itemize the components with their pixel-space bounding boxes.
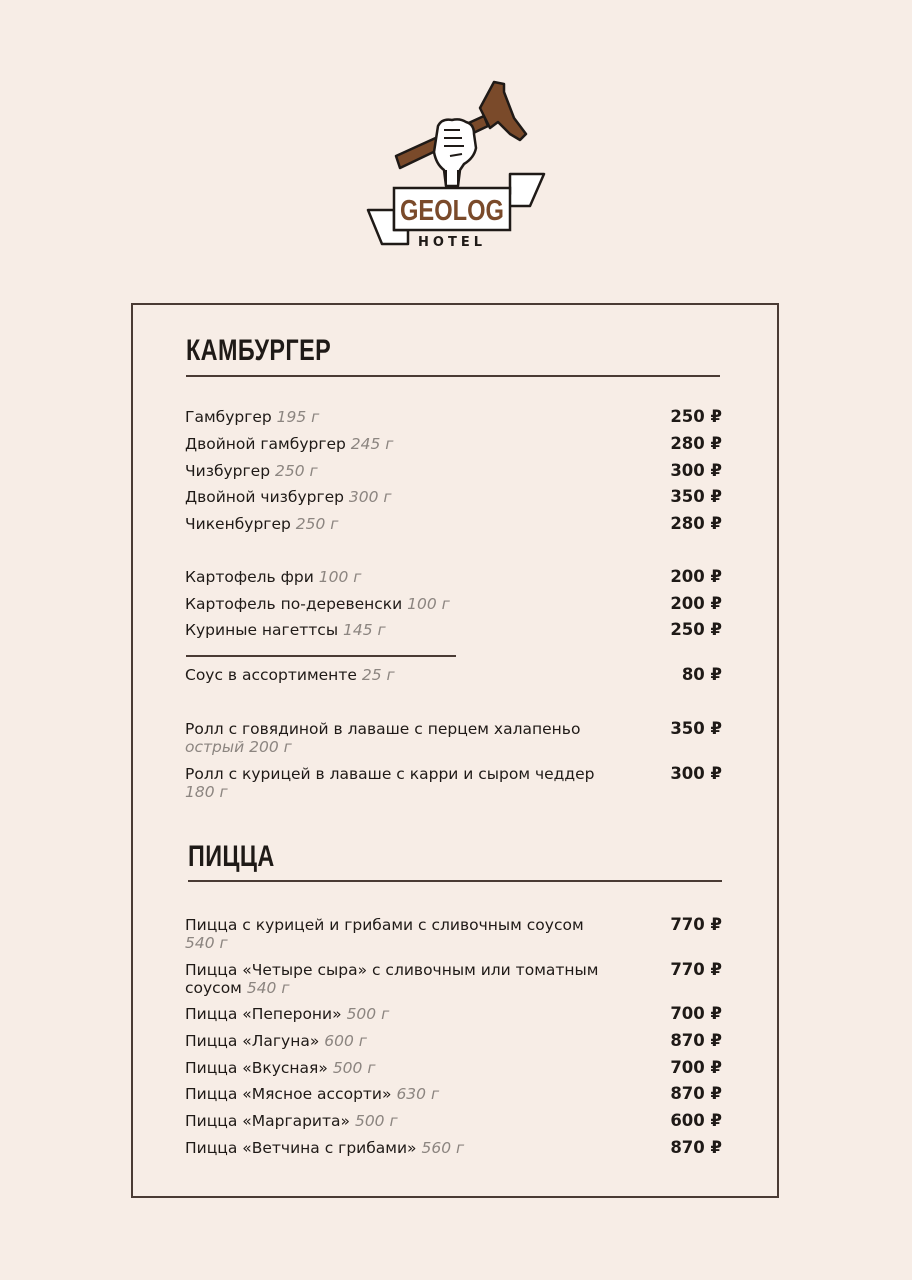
logo-brand: GEOLOG [400, 195, 504, 227]
logo-sub: HOTEL [418, 235, 486, 250]
subsection-divider [186, 655, 456, 657]
item-price: 770 ₽ [670, 915, 722, 934]
menu-item: Ролл с говядиной в лаваше с перцем халапеньо острый 200 г [185, 720, 581, 756]
menu-item: Гамбургер 195 г [185, 408, 320, 426]
geolog-hotel-logo [364, 78, 548, 250]
menu-item: Ролл с курицей в лаваше с карри и сыром чеддер 180 г [185, 765, 595, 801]
item-price: 280 ₽ [670, 434, 722, 453]
section-divider [188, 880, 722, 882]
item-price: 870 ₽ [670, 1084, 722, 1103]
item-price: 870 ₽ [670, 1031, 722, 1050]
section-title-burgers: КАМБУРГЕР [186, 334, 332, 367]
menu-item: Пицца «Пеперони» 500 г [185, 1005, 390, 1023]
menu-item: Пицца «Вкусная» 500 г [185, 1059, 376, 1077]
menu-item: Двойной гамбургер 245 г [185, 435, 394, 453]
menu-item: Пицца «Мясное ассорти» 630 г [185, 1085, 440, 1103]
item-price: 300 ₽ [670, 461, 722, 480]
item-price: 700 ₽ [670, 1004, 722, 1023]
item-price: 600 ₽ [670, 1111, 722, 1130]
menu-item: Картофель по-деревенски 100 г [185, 595, 450, 613]
section-divider [186, 375, 720, 377]
item-price: 700 ₽ [670, 1058, 722, 1077]
item-price: 870 ₽ [670, 1138, 722, 1157]
menu-item: Куриные нагеттсы 145 г [185, 621, 386, 639]
menu-item: Пицца «Лагуна» 600 г [185, 1032, 367, 1050]
menu-item: Пицца «Четыре сыра» с сливочным или томатным соусом 540 г [185, 961, 599, 997]
item-price: 770 ₽ [670, 960, 722, 979]
menu-item: Двойной чизбургер 300 г [185, 488, 392, 506]
item-price: 300 ₽ [670, 764, 722, 783]
section-title-pizza: ПИЦЦА [188, 840, 275, 873]
item-price: 250 ₽ [670, 620, 722, 639]
menu-item: Чизбургер 250 г [185, 462, 318, 480]
item-price: 280 ₽ [670, 514, 722, 533]
item-price: 200 ₽ [670, 594, 722, 613]
item-price: 200 ₽ [670, 567, 722, 586]
item-price: 250 ₽ [670, 407, 722, 426]
menu-item: Пицца «Ветчина с грибами» 560 г [185, 1139, 465, 1157]
item-price: 350 ₽ [670, 487, 722, 506]
item-price: 80 ₽ [681, 665, 722, 684]
menu-item: Пицца с курицей и грибами с сливочным соусом 540 г [185, 916, 584, 952]
item-price: 350 ₽ [670, 719, 722, 738]
menu-item: Чикенбургер 250 г [185, 515, 339, 533]
menu-item: Соус в ассортименте 25 г [185, 666, 395, 684]
menu-item: Картофель фри 100 г [185, 568, 362, 586]
menu-item: Пицца «Маргарита» 500 г [185, 1112, 398, 1130]
